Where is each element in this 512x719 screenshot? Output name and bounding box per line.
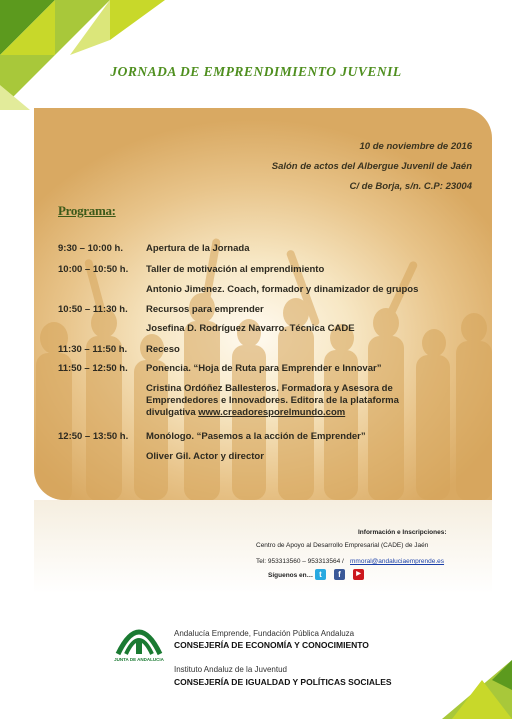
schedule-row — [58, 383, 458, 423]
event-venue: Salón de actos del Albergue Juvenil de Jaén — [271, 161, 472, 172]
schedule-desc: Cristina Ordóñez Ballesteros. Formadora y Asesora de Emprendedores e Innovadores. Editora de la plataforma divulgativa — [146, 383, 399, 418]
schedule-row — [58, 451, 458, 463]
schedule-row — [58, 304, 458, 316]
schedule-time: 9:30 – 10:00 h. — [58, 243, 123, 254]
schedule-desc: Monólogo. “Pasemos a la acción de Emprender” — [146, 431, 366, 442]
schedule-row — [58, 363, 458, 375]
schedule-desc: Oliver Gil. Actor y director — [146, 451, 264, 462]
info-center: Centro de Apoyo al Desarrollo Empresarial (CADE) de Jaén — [256, 542, 429, 549]
schedule-desc: Ponencia. “Hoja de Ruta para Emprender e Innovar” — [146, 363, 382, 374]
schedule-row — [58, 264, 458, 276]
footer-line-1: Andalucía Emprende, Fundación Pública Andaluza — [174, 629, 355, 638]
schedule-time: 11:50 – 12:50 h. — [58, 363, 128, 374]
poster-reflection — [34, 500, 492, 610]
schedule-row — [58, 431, 458, 443]
follow-label: Síguenos en… — [268, 572, 314, 579]
schedule-desc: Antonio Jimenez. Coach, formador y dinamizador de grupos — [146, 284, 419, 295]
junta-logo-label: JUNTA DE ANDALUCIA — [114, 657, 164, 662]
schedule-desc: Taller de motivación al emprendimiento — [146, 264, 325, 275]
schedule-time: 10:00 – 10:50 h. — [58, 264, 129, 275]
schedule-desc: Recursos para emprender — [146, 304, 264, 315]
footer-line-2: CONSEJERÍA DE ECONOMÍA Y CONOCIMIENTO — [174, 640, 369, 650]
page-title: JORNADA DE EMPRENDIMIENTO JUVENIL — [110, 64, 402, 79]
twitter-icon[interactable]: t — [315, 569, 326, 580]
junta-de-andalucia-logo — [112, 614, 166, 656]
programa-heading: Programa: — [58, 203, 116, 218]
info-heading: Información e Inscripciones: — [358, 529, 447, 536]
schedule-desc: Apertura de la Jornada — [146, 243, 250, 254]
schedule-row — [58, 323, 458, 335]
schedule-row — [58, 344, 458, 356]
schedule-time: 10:50 – 11:30 h. — [58, 304, 128, 315]
schedule-desc: Josefina D. Rodríguez Navarro. Técnica CADE — [146, 323, 355, 334]
schedule-row — [58, 243, 458, 255]
schedule-row — [58, 284, 458, 296]
bottom-right-corner-decoration — [422, 660, 512, 719]
schedule-time: 12:50 – 13:50 h. — [58, 431, 129, 442]
event-address: C/ de Borja, s/n. C.P: 23004 — [349, 181, 472, 192]
facebook-icon[interactable]: f — [334, 569, 345, 580]
info-email-link[interactable]: mmoral@andaluciaemprende.es — [350, 558, 445, 565]
info-tel: Tel: 953313560 – 953313564 / — [256, 558, 344, 565]
footer-line-3: Instituto Andaluz de la Juventud — [174, 665, 287, 674]
creadores-link[interactable]: www.creadoresporelmundo.com — [198, 406, 346, 418]
youtube-icon[interactable]: ▶ — [353, 569, 364, 580]
footer-line-4: CONSEJERÍA DE IGUALDAD Y POLÍTICAS SOCIALES — [174, 677, 392, 687]
schedule-time: 11:30 – 11:50 h. — [58, 344, 128, 355]
top-left-corner-decoration — [0, 0, 180, 110]
schedule-desc: Receso — [146, 344, 180, 355]
event-date: 10 de noviembre de 2016 — [359, 141, 472, 152]
